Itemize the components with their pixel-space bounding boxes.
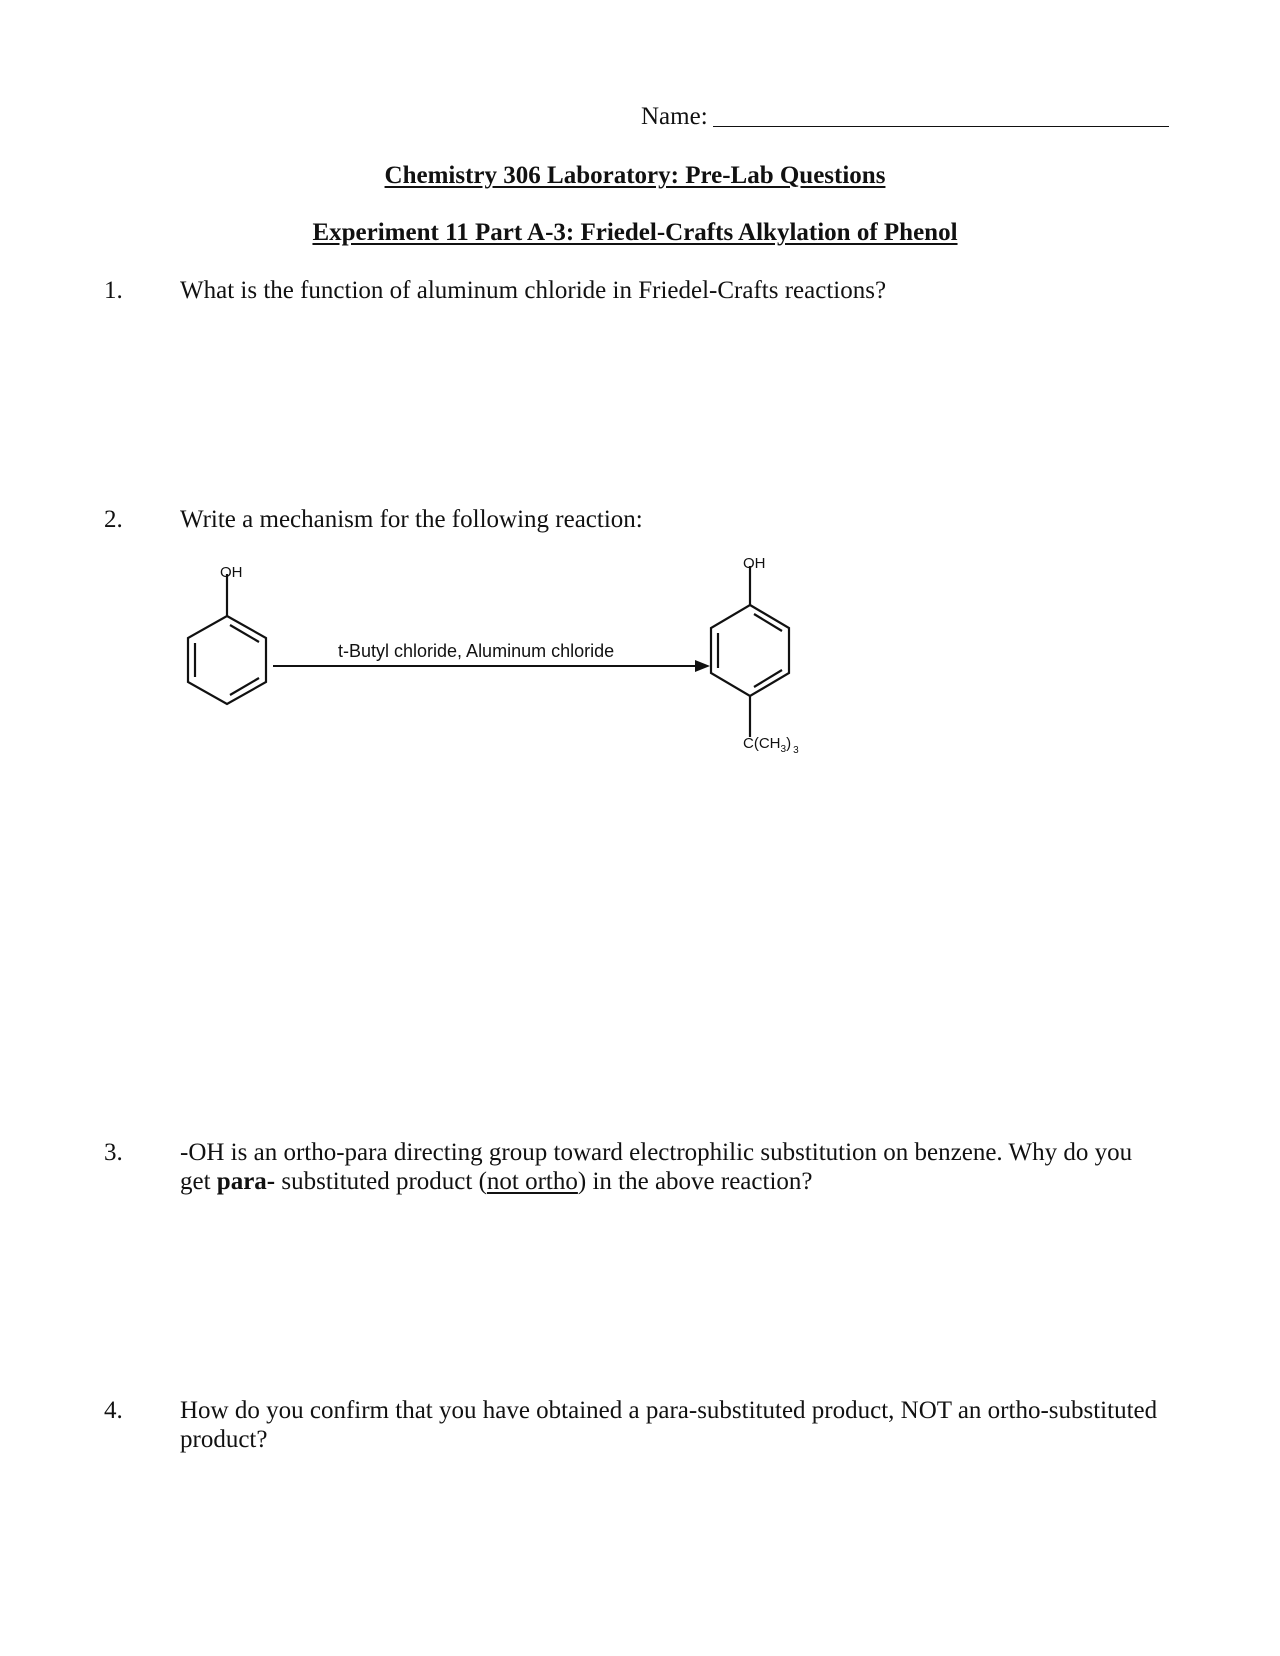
- question-4-text: [180, 1396, 1180, 1454]
- question-4-number: 4.: [104, 1397, 123, 1424]
- para-emphasis: para-: [216, 1168, 276, 1195]
- reactant-benzene-ring: [188, 616, 266, 704]
- page-subtitle: Experiment 11 Part A-3: Friedel-Crafts Alkylation of Phenol: [312, 219, 958, 246]
- phenol-structure: [188, 574, 266, 704]
- product-structure: [711, 566, 789, 737]
- question-3-number: 3.: [104, 1139, 123, 1166]
- question-1-number: 1.: [104, 277, 123, 304]
- reactant-double-bond-1: [230, 625, 259, 642]
- reaction-arrowhead: [695, 660, 710, 672]
- reactant-oh-label: OH: [220, 564, 243, 581]
- question-3-text: [180, 1138, 1180, 1196]
- product-benzene-ring: [711, 605, 789, 696]
- reactant-double-bond-2: [230, 678, 259, 695]
- name-label: Name:: [641, 103, 708, 130]
- name-blank-line[interactable]: [713, 126, 1169, 127]
- question-4-line-2: product?: [180, 1426, 268, 1453]
- question-2-text: Write a mechanism for the following reaction:: [180, 506, 643, 533]
- question-3-line-1: -OH is an ortho-para directing group toward electrophilic substitution on benzene. Why do you: [180, 1139, 1133, 1166]
- not-ortho-emphasis: not ortho: [486, 1168, 578, 1195]
- question-3-line-2: get para- substituted product (not ortho) in the above reaction?: [180, 1168, 813, 1195]
- reagents-label: t-Butyl chloride, Aluminum chloride: [338, 641, 615, 661]
- page-title: Chemistry 306 Laboratory: Pre-Lab Questions: [384, 162, 886, 189]
- reaction-scheme: [160, 552, 840, 777]
- product-tbutyl-label: $C(CH_3)$ $_3$: [743, 735, 799, 756]
- question-4-line-1: How do you confirm that you have obtained a para-substituted product, NOT an ortho-substituted: [180, 1397, 1158, 1424]
- product-oh-label: OH: [743, 555, 766, 572]
- question-2-number: 2.: [104, 506, 123, 533]
- question-1-text: What is the function of aluminum chloride in Friedel-Crafts reactions?: [180, 277, 887, 304]
